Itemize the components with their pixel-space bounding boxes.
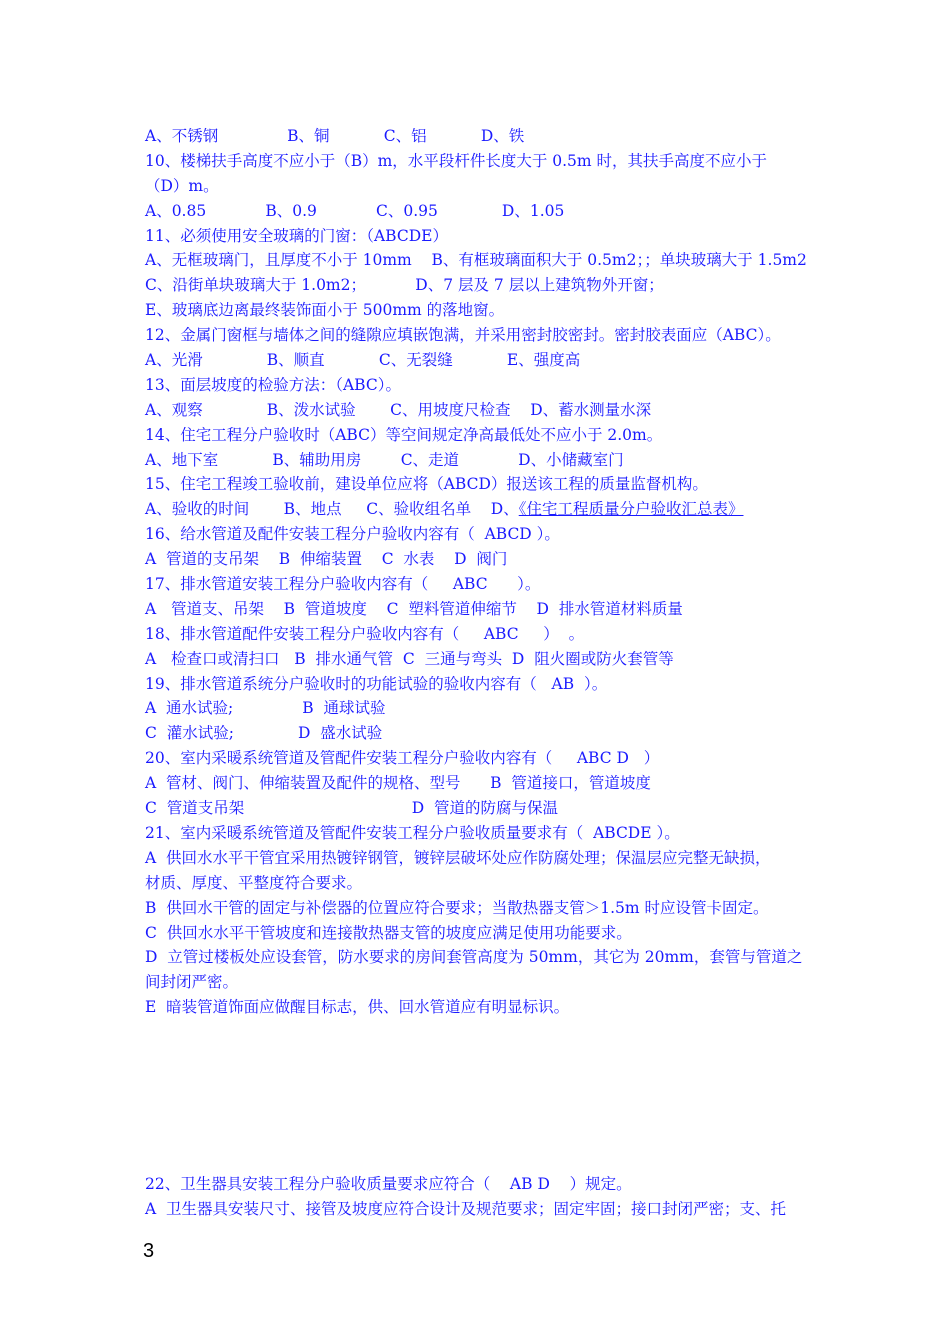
text-line-prefix: A、验收的时间 B、地点 C、验收组名单 D、	[145, 500, 519, 519]
text-line: D 立管过楼板处应设套管，防水要求的房间套管高度为 50mm，其它为 20mm，套管与管道之	[145, 948, 803, 967]
text-line: A 卫生器具安装尺寸、接管及坡度应符合设计及规范要求；固定牢固；接口封闭严密；支、托	[145, 1199, 787, 1218]
text-line: A、观察 B、泼水试验 C、用坡度尺检查 D、蓄水测量水深	[145, 400, 652, 419]
text-line: A、无框玻璃门，且厚度不小于 10mm B、有框玻璃面积大于 0.5m2；；单块玻璃大于 1.5m2	[145, 251, 807, 270]
text-line: C、沿街单块玻璃大于 1.0m2； D、7 层及 7 层以上建筑物外开窗；	[145, 276, 664, 295]
text-line: 15、住宅工程竣工验收前，建设单位应将（ABCD）报送该工程的质量监督机构。	[145, 475, 708, 494]
text-line: A、光滑 B、顺直 C、无裂缝 E、强度高	[145, 351, 581, 370]
text-line: A 管道的支吊架 B 伸缩装置 C 水表 D 阀门	[145, 550, 508, 569]
text-line: 22、卫生器具安装工程分户验收质量要求应符合（ AB D ）规定。	[145, 1175, 632, 1193]
text-line: 19、排水管道系统分户验收时的功能试验的验收内容有（ AB ）。	[145, 674, 608, 693]
underlined-document-title: 《住宅工程质量分户验收汇总表》	[518, 500, 744, 519]
text-line: 材质、厚度、平整度符合要求。	[145, 873, 363, 892]
text-line: A、地下室 B、辅助用房 C、走道 D、小储藏室门	[145, 450, 624, 469]
text-line: A 检查口或清扫口 B 排水通气管 C 三通与弯头 D 阻火圈或防火套管等	[145, 649, 674, 668]
text-line: E 暗装管道饰面应做醒目标志，供、回水管道应有明显标识。	[145, 998, 570, 1017]
text-line: A、0.85 B、0.9 C、0.95 D、1.05	[145, 201, 565, 220]
text-line: C 供回水水平干管坡度和连接散热器支管的坡度应满足使用功能要求。	[145, 923, 632, 942]
question-text-block	[145, 124, 815, 1020]
text-line: A 供回水水平干管宜采用热镀锌钢管，镀锌层破坏处应作防腐处理；保温层应完整无缺损，	[145, 848, 771, 867]
text-line: 11、必须使用安全玻璃的门窗：（ABCDE）	[145, 226, 448, 245]
text-line: 17、排水管道安装工程分户验收内容有（ ABC ）。	[145, 575, 541, 594]
text-line: 10、楼梯扶手高度不应小于（B）m，水平段杆件长度大于 0.5m 时，其扶手高度不应小于	[145, 151, 768, 170]
text-line: 间封闭严密。	[145, 973, 239, 992]
text-line	[145, 497, 815, 522]
text-line: 16、给水管道及配件安装工程分户验收内容有（ ABCD ）。	[145, 525, 560, 544]
text-line: 18、排水管道配件安装工程分户验收内容有（ ABC ） 。	[145, 624, 585, 643]
text-line: A 通水试验; B 通球试验	[145, 699, 386, 718]
text-line: （D）m。	[145, 176, 219, 195]
text-line: 14、住宅工程分户验收时（ABC）等空间规定净高最低处不应小于 2.0m。	[145, 425, 663, 444]
page-number: 3	[143, 1240, 155, 1262]
text-line: 13、面层坡度的检验方法：（ABC）。	[145, 375, 401, 394]
text-line: C 管道支吊架 D 管道的防腐与保温	[145, 799, 559, 818]
text-line: 21、室内采暖系统管道及管配件安装工程分户验收质量要求有（ ABCDE ）。	[145, 823, 680, 842]
text-line: 20、室内采暖系统管道及管配件安装工程分户验收内容有（ ABC D ）	[145, 749, 660, 768]
text-line: A 管材、阀门、伸缩装置及配件的规格、型号 B 管道接口，管道坡度	[145, 774, 651, 793]
text-line: 12、金属门窗框与墙体之间的缝隙应填嵌饱满，并采用密封胶密封。密封胶表面应（ABC）。	[145, 326, 781, 345]
question-text-block-2	[145, 1172, 815, 1222]
text-line: B 供回水干管的固定与补偿器的位置应符合要求；当散热器支管＞1.5m 时应设管卡固定。	[145, 898, 769, 917]
text-line: E、玻璃底边离最终装饰面小于 500mm 的落地窗。	[145, 301, 505, 320]
text-line: C 灌水试验; D 盛水试验	[145, 724, 383, 743]
text-line: A、不锈钢 B、铜 C、铝 D、铁	[145, 127, 525, 145]
text-line: A 管道支、吊架 B 管道坡度 C 塑料管道伸缩节 D 排水管道材料质量	[145, 599, 683, 618]
